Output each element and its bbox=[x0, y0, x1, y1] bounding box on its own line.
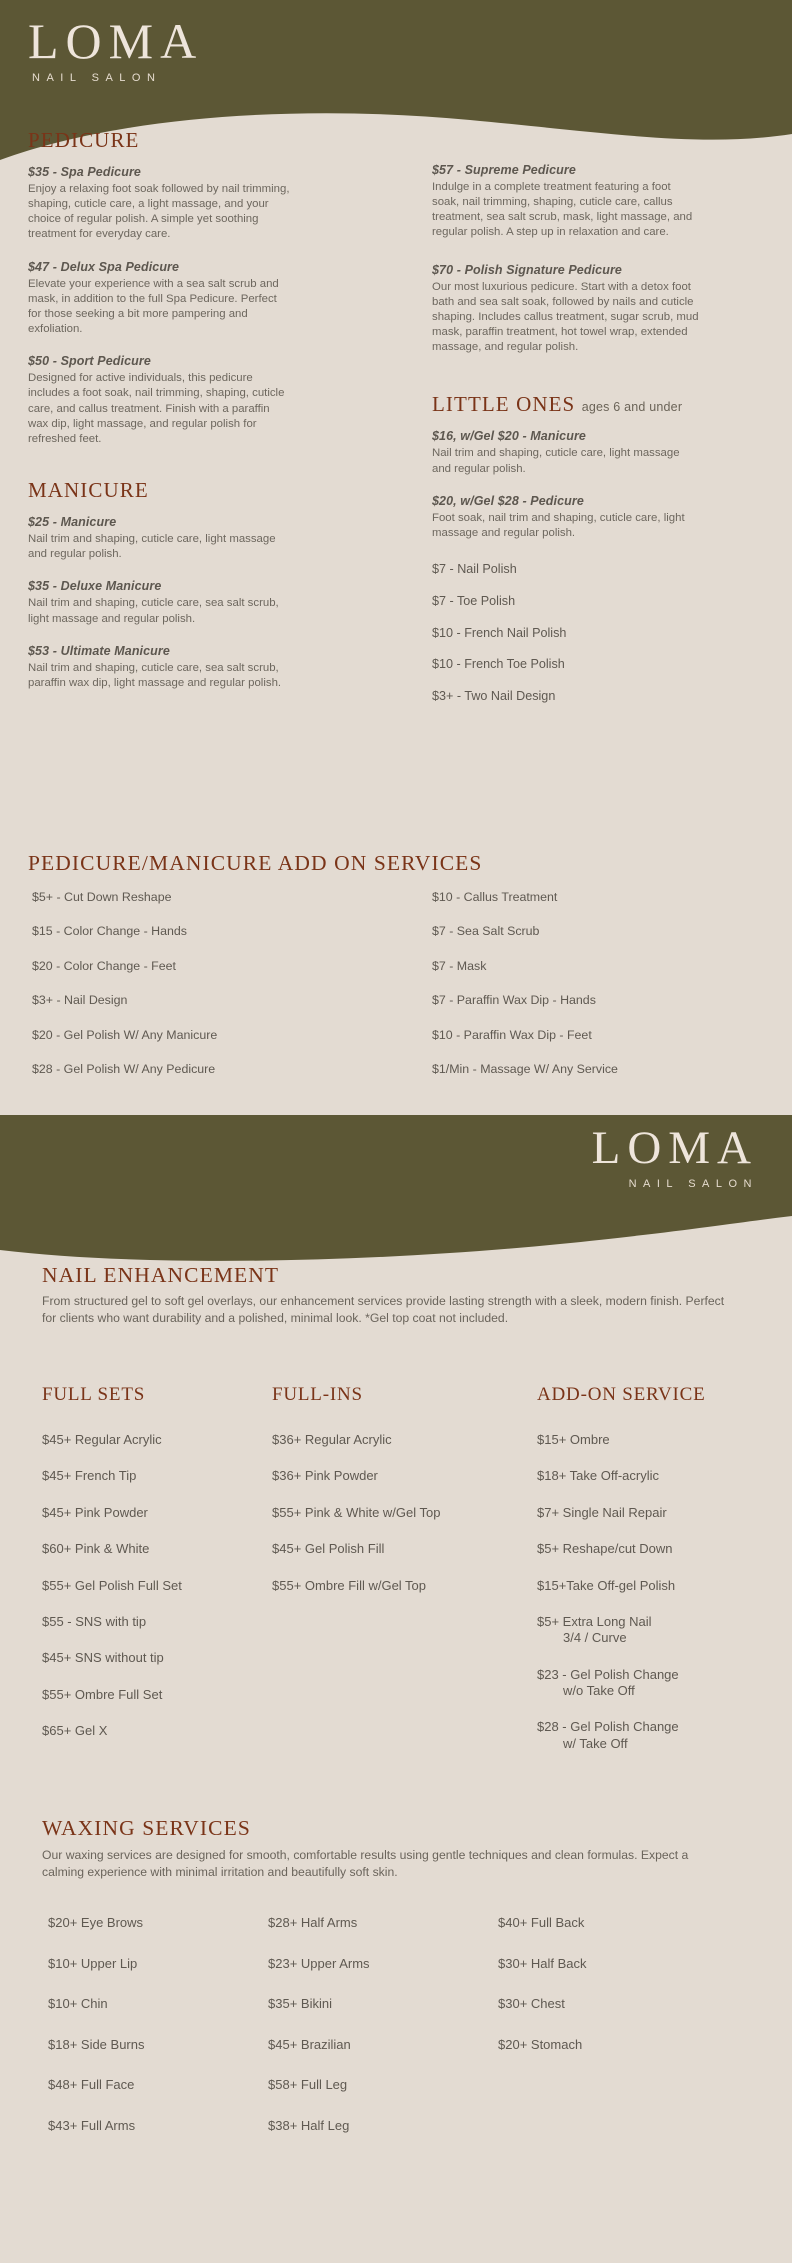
price-line bbox=[537, 1719, 767, 1752]
logo-tagline: NAIL SALON bbox=[32, 72, 162, 84]
price-line: $55+ Ombre Full Set bbox=[42, 1686, 163, 1702]
price-list bbox=[272, 1432, 507, 1594]
price-line: $10+ Chin bbox=[48, 1996, 108, 2012]
addons-column-left bbox=[32, 890, 332, 1077]
price-line: $20+ Eye Brows bbox=[48, 1915, 144, 1930]
price-line: $40+ Full Back bbox=[498, 1915, 585, 1930]
price-line: $45+ Pink Powder bbox=[42, 1504, 148, 1520]
service-description: Our most luxurious pedicure. Start with a detox foot bath and sea salt soak, followed by nails and cuticle shaping. Includes callus treatment, sugar scrub, mud mask, paraffin treatment, hot towel wrap, extended massage, and regular polish. bbox=[432, 280, 699, 354]
price-line: $30+ Half Back bbox=[498, 1955, 587, 1971]
addon-item: $7 - Paraffin Wax Dip - Hands bbox=[432, 993, 596, 1008]
column-title: FULL-INS bbox=[272, 1384, 363, 1405]
price-line-continuation: 3/4 / Curve bbox=[563, 1630, 627, 1646]
service-description: Indulge in a complete treatment featuring a foot soak, nail trimming, shaping, cuticle care, callus treatment, sea salt scrub, mask, light massage, and regular polish. A step up in relaxation and care. bbox=[432, 181, 693, 239]
service-item bbox=[28, 644, 290, 691]
little-ones-label: LITTLE ONES bbox=[432, 392, 576, 417]
addon-item: $7 - Mask bbox=[432, 958, 487, 973]
price-line: $60+ Pink & White bbox=[42, 1541, 150, 1557]
price-line: $55+ Ombre Fill w/Gel Top bbox=[272, 1577, 427, 1593]
service-item bbox=[28, 579, 290, 626]
service-item bbox=[432, 163, 700, 241]
header-wave-bottom bbox=[0, 1210, 792, 1262]
section-title-pedicure: PEDICURE bbox=[28, 128, 140, 152]
service-name: $57 - Supreme Pedicure bbox=[432, 163, 576, 177]
service-item bbox=[28, 165, 290, 243]
service-item bbox=[28, 260, 290, 338]
service-name: $16, w/Gel $20 - Manicure bbox=[432, 429, 586, 444]
service-name: $35 - Deluxe Manicure bbox=[28, 579, 162, 594]
service-description: Designed for active individuals, this pedicure includes a foot soak, nail trimming, shaping, cuticle care, and callus treatment. Finish with a paraffin wax dip, light massage, and regular polish for refreshed feet. bbox=[28, 372, 285, 445]
service-description: Foot soak, nail trim and shaping, cuticle care, light massage and regular polish. bbox=[432, 511, 685, 539]
nail-enhancement-intro: From structured gel to soft gel overlays, our enhancement services provide lasting strength with a sleek, modern finish. Perfect for clients who want durability and a polished, minimal look. *Gel top coat not included. bbox=[42, 1294, 725, 1326]
addon-item: $5+ - Cut Down Reshape bbox=[32, 890, 172, 904]
price-line: $43+ Full Arms bbox=[48, 2117, 136, 2133]
section-title-addons: PEDICURE/MANICURE ADD ON SERVICES bbox=[28, 851, 483, 875]
enhancement-column-full-sets bbox=[42, 1384, 257, 1739]
price-list bbox=[537, 1432, 767, 1752]
waxing-column-2 bbox=[268, 1915, 468, 2134]
service-description: Nail trim and shaping, cuticle care, light massage and regular polish. bbox=[28, 533, 276, 561]
addon-item: $20 - Gel Polish W/ Any Manicure bbox=[32, 1027, 218, 1042]
price-line: $45+ Gel Polish Fill bbox=[272, 1541, 385, 1557]
price-line: $5+ Reshape/cut Down bbox=[537, 1541, 673, 1557]
service-name: $70 - Polish Signature Pedicure bbox=[432, 262, 622, 277]
price-line-main: $28 - Gel Polish Change bbox=[537, 1719, 679, 1735]
price-line: $35+ Bikini bbox=[268, 1996, 332, 2012]
price-line bbox=[537, 1614, 767, 1647]
service-name: $53 - Ultimate Manicure bbox=[28, 643, 170, 658]
price-line: $65+ Gel X bbox=[42, 1723, 108, 1738]
little-ones-age-note: ages 6 and under bbox=[581, 400, 683, 415]
price-line: $55+ Pink & White w/Gel Top bbox=[272, 1504, 441, 1520]
section-title-nail-enhancement: NAIL ENHANCEMENT bbox=[42, 1263, 280, 1287]
price-line: $45+ French Tip bbox=[42, 1468, 137, 1484]
price-line: $58+ Full Leg bbox=[268, 2077, 348, 2093]
service-name: $25 - Manicure bbox=[28, 515, 117, 530]
addons-column-right bbox=[432, 890, 742, 1077]
addon-item: $10 - Paraffin Wax Dip - Feet bbox=[432, 1027, 592, 1042]
column-title: ADD-ON SERVICE bbox=[537, 1384, 706, 1405]
price-line: $7 - Toe Polish bbox=[432, 593, 516, 608]
section-title-manicure: MANICURE bbox=[28, 478, 149, 503]
service-description: Nail trim and shaping, cuticle care, sea salt scrub, light massage and regular polish. bbox=[28, 597, 279, 625]
waxing-column-1 bbox=[48, 1915, 248, 2134]
service-description: Nail trim and shaping, cuticle care, sea salt scrub, paraffin wax dip, light massage and regular polish. bbox=[28, 661, 282, 689]
price-line: $15+Take Off-gel Polish bbox=[537, 1577, 676, 1593]
price-line: $18+ Side Burns bbox=[48, 2036, 145, 2052]
price-line: $45+ Regular Acrylic bbox=[42, 1432, 162, 1447]
addon-item: $28 - Gel Polish W/ Any Pedicure bbox=[32, 1061, 216, 1076]
service-name: $20, w/Gel $28 - Pedicure bbox=[432, 493, 584, 508]
price-line: $55 - SNS with tip bbox=[42, 1613, 147, 1629]
service-description: Nail trim and shaping, cuticle care, light massage and regular polish. bbox=[432, 447, 680, 475]
price-line: $15+ Ombre bbox=[537, 1432, 610, 1447]
price-line: $45+ Brazilian bbox=[268, 2036, 351, 2052]
price-line: $48+ Full Face bbox=[48, 2077, 135, 2093]
price-line bbox=[537, 1667, 767, 1700]
logo-tagline: NAIL SALON bbox=[628, 1177, 758, 1190]
service-item bbox=[28, 354, 290, 447]
price-line: $55+ Gel Polish Full Set bbox=[42, 1577, 182, 1593]
waxing-column-3 bbox=[498, 1915, 698, 2052]
price-line: $3+ - Two Nail Design bbox=[432, 688, 556, 703]
service-name: $47 - Delux Spa Pedicure bbox=[28, 259, 180, 274]
price-list bbox=[42, 1432, 257, 1739]
price-line: $36+ Pink Powder bbox=[272, 1468, 378, 1484]
logo-top bbox=[28, 13, 204, 84]
price-line-continuation: w/o Take Off bbox=[563, 1683, 635, 1698]
waxing-intro: Our waxing services are designed for smooth, comfortable results using gentle techniques and clean formulas. Expect a calming experience with minimal irritation and beautifully soft skin. bbox=[42, 1848, 689, 1880]
price-line: $18+ Take Off-acrylic bbox=[537, 1468, 659, 1484]
logo-wordmark: LOMA bbox=[591, 1122, 758, 1174]
service-item bbox=[432, 263, 700, 356]
addon-item: $7 - Sea Salt Scrub bbox=[432, 924, 540, 939]
service-item bbox=[432, 494, 700, 541]
addon-item: $3+ - Nail Design bbox=[32, 993, 128, 1008]
column-title: FULL SETS bbox=[42, 1384, 146, 1405]
logo-bottom bbox=[591, 1122, 758, 1190]
pedicure-manicure-left-column bbox=[28, 128, 290, 691]
price-line-main: $5+ Extra Long Nail bbox=[537, 1613, 652, 1629]
enhancement-column-full-ins bbox=[272, 1384, 507, 1594]
price-line: $36+ Regular Acrylic bbox=[272, 1432, 392, 1447]
price-line: $45+ SNS without tip bbox=[42, 1650, 164, 1666]
price-line: $20+ Stomach bbox=[498, 2036, 583, 2052]
price-line: $7 - Nail Polish bbox=[432, 562, 517, 577]
price-line-main: $23 - Gel Polish Change bbox=[537, 1666, 679, 1682]
service-name: $50 - Sport Pedicure bbox=[28, 354, 151, 369]
price-line: $10 - French Nail Polish bbox=[432, 625, 567, 640]
price-line: $10+ Upper Lip bbox=[48, 1955, 138, 1971]
price-line: $23+ Upper Arms bbox=[268, 1955, 370, 1971]
price-line: $30+ Chest bbox=[498, 1996, 565, 2012]
addon-item: $15 - Color Change - Hands bbox=[32, 924, 187, 939]
addon-item: $10 - Callus Treatment bbox=[432, 890, 558, 904]
price-line-continuation: w/ Take Off bbox=[563, 1735, 628, 1751]
service-item bbox=[432, 429, 700, 476]
price-line: $28+ Half Arms bbox=[268, 1915, 358, 1930]
pedicure-right-column bbox=[432, 163, 700, 705]
service-description: Enjoy a relaxing foot soak followed by nail trimming, shaping, cuticle care, a light massage, and your choice of regular polish. A simple yet soothing treatment for everyday care. bbox=[28, 183, 290, 241]
enhancement-column-add-on-service bbox=[537, 1384, 767, 1752]
service-item bbox=[28, 515, 290, 562]
service-name: $35 - Spa Pedicure bbox=[28, 165, 141, 179]
service-description: Elevate your experience with a sea salt scrub and mask, in addition to the full Spa Pedicure. Perfect for those seeking a bit more pampering and exfoliation. bbox=[28, 277, 279, 336]
price-line: $38+ Half Leg bbox=[268, 2117, 350, 2133]
price-line: $10 - French Toe Polish bbox=[432, 657, 565, 672]
addon-item: $20 - Color Change - Feet bbox=[32, 958, 176, 973]
addon-item: $1/Min - Massage W/ Any Service bbox=[432, 1061, 618, 1076]
price-line: $7+ Single Nail Repair bbox=[537, 1504, 667, 1520]
logo-wordmark: LOMA bbox=[28, 13, 204, 69]
section-title-little-ones bbox=[432, 392, 700, 417]
section-title-waxing: WAXING SERVICES bbox=[42, 1816, 251, 1840]
